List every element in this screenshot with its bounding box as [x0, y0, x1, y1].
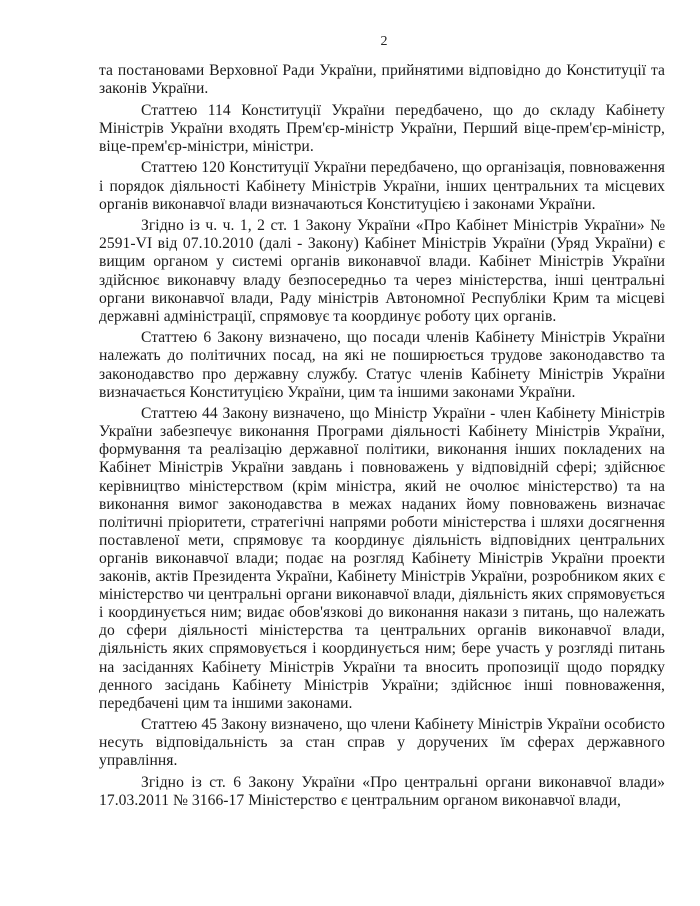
paragraph-central-bodies-law: Згідно із ст. 6 Закону України «Про центральні органи виконавчої влади» 17.03.2011 № 3166-17 Міністерство є центральним органом виконавчої влади, [99, 774, 665, 810]
paragraph-law-article-45: Статтею 45 Закону визначено, що члени Кабінету Міністрів України особисто несуть відповідальність за стан справ у доручених їм сферах державного управління. [99, 716, 665, 770]
paragraph-law-article-1: Згідно із ч. ч. 1, 2 ст. 1 Закону України «Про Кабінет Міністрів України» № 2591-VI від 07.10.2010 (далі - Закону) Кабінет Міністрів України (Уряд України) є вищим органом у системі органів виконавчої влади. Кабінет Міністрів України здійснює виконавчу владу безпосередньо та через міністерства, інші центральні органи виконавчої влади, Раду міністрів Автономної Республіки Крим та місцеві державні адміністрації, спрямовує та координує роботу цих органів. [99, 217, 665, 325]
paragraph-continuation: та постановами Верховної Ради України, прийнятими відповідно до Конституції та законів України. [99, 62, 665, 98]
page-number: 2 [380, 34, 388, 49]
paragraph-article-120: Статтею 120 Конституції України передбачено, що організація, повноваження і порядок діяльності Кабінету Міністрів України, інших центральних та місцевих органів виконавчої влади визначаються Конституцією і законами України. [99, 159, 665, 213]
document-body [99, 62, 665, 814]
paragraph-article-114: Статтею 114 Конституції України передбачено, що до складу Кабінету Міністрів України входять Прем'єр-міністр України, Перший віце-прем'єр-міністр, віце-прем'єр-міністри, міністри. [99, 101, 665, 155]
paragraph-law-article-6: Статтею 6 Закону визначено, що посади членів Кабінету Міністрів України належать до політичних посад, на які не поширюється трудове законодавство та законодавство про державну службу. Статус членів Кабінету Міністрів України визначається Конституцією України, цим та іншими законами України. [99, 329, 665, 401]
paragraph-law-article-44: Статтею 44 Закону визначено, що Міністр України - член Кабінету Міністрів України забезпечує виконання Програми діяльності Кабінету Міністрів України, формування та реалізацію державної політики, виконання інших покладених на Кабінет Міністрів України завдань і повноважень у відповідній сфері; здійснює керівництво міністерством (крім міністра, який не очолює міністерство) та на виконання вимог законодавства в межах наданих йому повноважень визначає політичні пріоритети, стратегічні напрями роботи міністерства і шляхи досягнення поставленої мети, спрямовує та координує діяльність відповідних центральних органів виконавчої влади; подає на розгляд Кабінету Міністрів України проекти законів, актів Президента України, Кабінету Міністрів України, розробником яких є міністерство чи центральні органи виконавчої влади, діяльність яких спрямовується і координується ним; видає обов'язкові до виконання накази з питань, що належать до сфери діяльності міністерства та центральних органів виконавчої влади, діяльність яких спрямовується і координується ним; бере участь у розгляді питань на засіданнях Кабінету Міністрів України та вносить пропозиції щодо порядку денного засідань Кабінету Міністрів України; здійснює інші повноваження, передбачені цим та іншими законами. [99, 405, 665, 712]
